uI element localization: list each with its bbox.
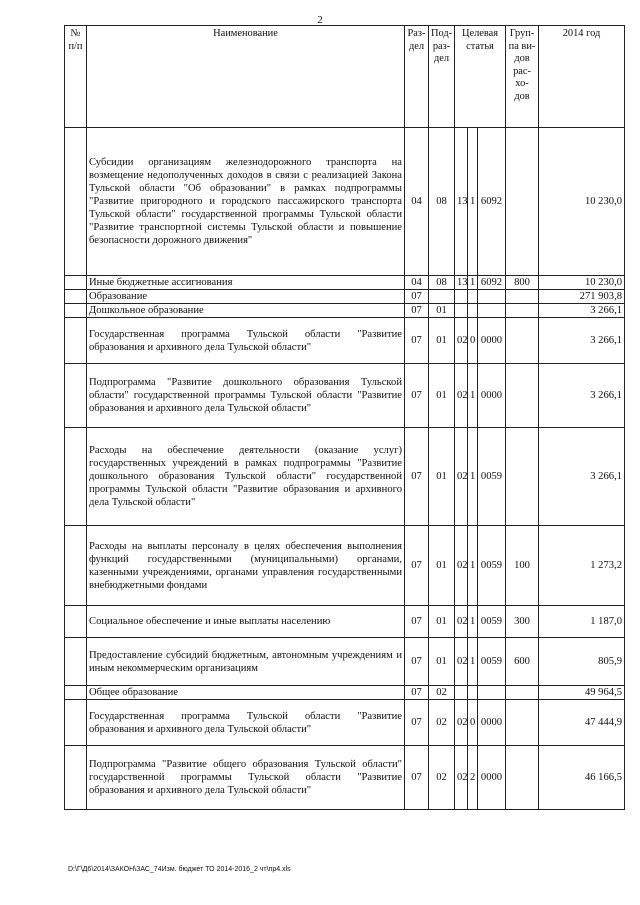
row-podrazdel: 01: [429, 526, 455, 606]
row-name: Дошкольное образование: [87, 304, 405, 318]
row-name: Расходы на обеспечение деятельности (оказание услуг) государственных учреждений в рамках подпрограммы "Развитие дошкольного образования Тульской области" государственной программы Тульской области "Развитие образования и архивного дела Тульской области": [87, 428, 405, 526]
row-group: [506, 304, 539, 318]
table-row: [65, 638, 625, 686]
table-row: [65, 364, 625, 428]
row-name: Социальное обеспечение и иные выплаты населению: [87, 606, 405, 638]
row-num: [65, 638, 87, 686]
row-amount: 47 444,9: [539, 700, 625, 746]
row-name: Подпрограмма "Развитие общего образования Тульской области" государственной программы Тульской области "Развитие образования и архивного дела Тульской области": [87, 746, 405, 810]
row-podrazdel: 02: [429, 700, 455, 746]
row-target-3: [478, 686, 506, 700]
table-row: [65, 318, 625, 364]
row-num: [65, 364, 87, 428]
row-num: [65, 746, 87, 810]
row-target-1: 02: [455, 364, 468, 428]
row-razdel: 07: [405, 746, 429, 810]
row-podrazdel: [429, 290, 455, 304]
row-amount: 271 903,8: [539, 290, 625, 304]
row-target-3: 0000: [478, 746, 506, 810]
row-target-1: 02: [455, 526, 468, 606]
row-name: Государственная программа Тульской области "Развитие образования и архивного дела Тульской области": [87, 700, 405, 746]
row-razdel: 07: [405, 526, 429, 606]
table-row: [65, 606, 625, 638]
row-razdel: 07: [405, 364, 429, 428]
row-target-1: 13: [455, 128, 468, 276]
header-group: Груп-па ви-дов рас-хо-дов: [506, 26, 539, 128]
file-path-footer: D:\Г\Д6\2014\ЗАКОН\ЗАС_74Изм. бюджет ТО 2014-2016_2 чт\пр4.xls: [68, 866, 291, 873]
row-group: [506, 746, 539, 810]
table-header-row: [65, 26, 625, 128]
row-podrazdel: 01: [429, 364, 455, 428]
row-target-1: 02: [455, 428, 468, 526]
row-group: 100: [506, 526, 539, 606]
row-razdel: 04: [405, 128, 429, 276]
row-name: Общее образование: [87, 686, 405, 700]
table-row: [65, 746, 625, 810]
row-num: [65, 276, 87, 290]
row-target-3: 0059: [478, 638, 506, 686]
row-target-1: [455, 290, 468, 304]
row-podrazdel: 08: [429, 128, 455, 276]
row-target-1: 13: [455, 276, 468, 290]
table-row: [65, 428, 625, 526]
row-num: [65, 304, 87, 318]
row-target-2: 2: [468, 746, 478, 810]
row-amount: 3 266,1: [539, 304, 625, 318]
row-razdel: 07: [405, 638, 429, 686]
row-group: 300: [506, 606, 539, 638]
row-target-1: 02: [455, 606, 468, 638]
row-podrazdel: 02: [429, 686, 455, 700]
row-num: [65, 318, 87, 364]
row-target-2: [468, 290, 478, 304]
row-num: [65, 128, 87, 276]
row-podrazdel: 01: [429, 428, 455, 526]
row-razdel: 07: [405, 606, 429, 638]
row-amount: 3 266,1: [539, 318, 625, 364]
row-target-3: 0000: [478, 364, 506, 428]
row-num: [65, 526, 87, 606]
row-num: [65, 686, 87, 700]
header-podrazdel: Под-раз-дел: [429, 26, 455, 128]
row-amount: 10 230,0: [539, 128, 625, 276]
row-razdel: 07: [405, 686, 429, 700]
row-group: [506, 364, 539, 428]
row-target-2: 1: [468, 428, 478, 526]
table-row: [65, 304, 625, 318]
row-group: 600: [506, 638, 539, 686]
row-podrazdel: 02: [429, 746, 455, 810]
row-name: Субсидии организациям железнодорожного транспорта на возмещение недополученных доходов в связи с реализацией Закона Тульской области "Об образовании" в рамках подпрограммы "Развитие пригородного и городского пассажирского транспорта Тульской области" государственной программы Тульской области "Развитие транспортной системы Тульской области и повышение безопасности дорожного движения": [87, 128, 405, 276]
row-target-1: 02: [455, 638, 468, 686]
row-target-2: 1: [468, 606, 478, 638]
row-target-3: 0059: [478, 606, 506, 638]
row-amount: 49 964,5: [539, 686, 625, 700]
row-target-1: [455, 304, 468, 318]
row-target-2: 1: [468, 276, 478, 290]
row-target-3: 0000: [478, 318, 506, 364]
row-amount: 805,9: [539, 638, 625, 686]
header-name: Наименование: [87, 26, 405, 128]
table-row: [65, 526, 625, 606]
header-target: Целевая статья: [455, 26, 506, 128]
row-target-3: 6092: [478, 128, 506, 276]
row-target-3: 6092: [478, 276, 506, 290]
row-amount: 1 273,2: [539, 526, 625, 606]
header-razdel: Раз-дел: [405, 26, 429, 128]
budget-table: [64, 25, 625, 810]
row-razdel: 07: [405, 304, 429, 318]
row-name: Предоставление субсидий бюджетным, автономным учреждениям и иным некоммерческим организациям: [87, 638, 405, 686]
row-target-3: 0000: [478, 700, 506, 746]
row-group: [506, 318, 539, 364]
row-target-2: 1: [468, 638, 478, 686]
row-name: Образование: [87, 290, 405, 304]
row-target-3: [478, 304, 506, 318]
row-razdel: 07: [405, 290, 429, 304]
table-row: [65, 290, 625, 304]
row-group: [506, 428, 539, 526]
row-num: [65, 606, 87, 638]
header-year: 2014 год: [539, 26, 625, 128]
row-target-2: 0: [468, 700, 478, 746]
row-group: [506, 700, 539, 746]
row-amount: 1 187,0: [539, 606, 625, 638]
row-podrazdel: 01: [429, 638, 455, 686]
row-num: [65, 428, 87, 526]
row-target-1: 02: [455, 746, 468, 810]
row-name: Иные бюджетные ассигнования: [87, 276, 405, 290]
row-group: [506, 686, 539, 700]
row-podrazdel: 01: [429, 606, 455, 638]
row-razdel: 07: [405, 700, 429, 746]
row-group: 800: [506, 276, 539, 290]
row-amount: 46 166,5: [539, 746, 625, 810]
row-podrazdel: 01: [429, 318, 455, 364]
table-row: [65, 686, 625, 700]
row-num: [65, 290, 87, 304]
row-target-1: [455, 686, 468, 700]
page-number: 2: [317, 14, 323, 26]
header-num: № п/п: [65, 26, 87, 128]
table-row: [65, 276, 625, 290]
row-target-2: 1: [468, 364, 478, 428]
table-row: [65, 700, 625, 746]
row-razdel: 07: [405, 428, 429, 526]
row-target-2: 1: [468, 526, 478, 606]
row-target-3: [478, 290, 506, 304]
row-group: [506, 290, 539, 304]
row-name: Расходы на выплаты персоналу в целях обеспечения выполнения функций государственными (муниципальными) органами, казенными учреждениями, органами управления государственными внебюджетными фондами: [87, 526, 405, 606]
row-target-1: 02: [455, 700, 468, 746]
row-name: Государственная программа Тульской области "Развитие образования и архивного дела Тульской области": [87, 318, 405, 364]
row-name: Подпрограмма "Развитие дошкольного образования Тульской области" государственной программы Тульской области "Развитие образования и архивного дела Тульской области": [87, 364, 405, 428]
row-target-3: 0059: [478, 526, 506, 606]
row-target-1: 02: [455, 318, 468, 364]
row-target-2: 0: [468, 318, 478, 364]
row-num: [65, 700, 87, 746]
row-target-3: 0059: [478, 428, 506, 526]
row-razdel: 07: [405, 318, 429, 364]
row-razdel: 04: [405, 276, 429, 290]
table-row: [65, 128, 625, 276]
row-podrazdel: 01: [429, 304, 455, 318]
row-target-2: [468, 304, 478, 318]
row-group: [506, 128, 539, 276]
row-amount: 3 266,1: [539, 428, 625, 526]
row-target-2: [468, 686, 478, 700]
row-podrazdel: 08: [429, 276, 455, 290]
row-amount: 3 266,1: [539, 364, 625, 428]
row-target-2: 1: [468, 128, 478, 276]
row-amount: 10 230,0: [539, 276, 625, 290]
